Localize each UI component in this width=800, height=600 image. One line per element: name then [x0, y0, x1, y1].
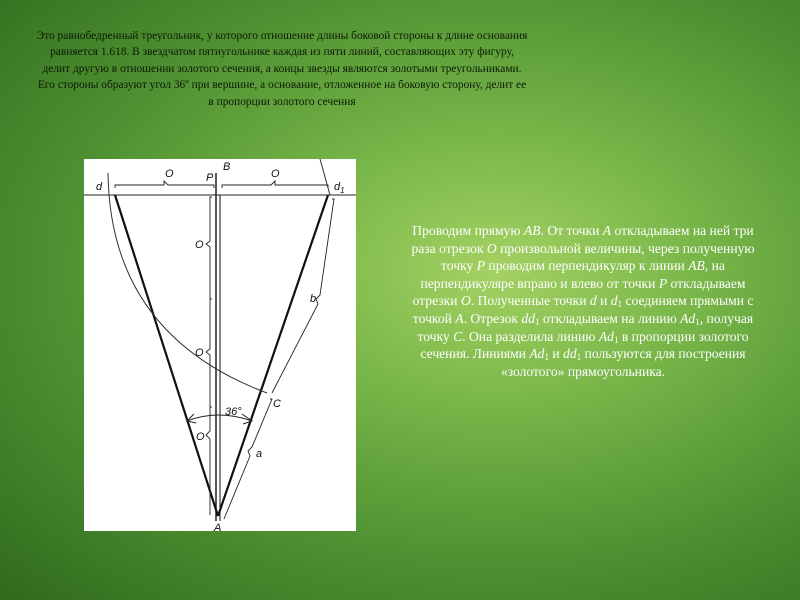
text-italic-symbol: С: [453, 328, 463, 344]
text-run: соединяем прямыми с точкой: [412, 293, 754, 326]
label-b-point: B: [223, 161, 231, 173]
text-italic-symbol: dd: [563, 346, 577, 362]
brace-top-right: [222, 181, 328, 188]
description-paragraph: Это равнобедренный треугольник, у которого отношение длины боковой стороны к длине основания равняется 1.618. В звездчатом пятиугольнике каждая из пяти линий, составляющих эту фигуру, делит другую в отношении золотого сечения, а концы звезды являются золотыми треугольниками. Его стороны образуют угол 36º при вершине, а основание, отложенное на боковую сторону, делит ее в пропорции золотого сечения: [36, 30, 528, 108]
text-run: откладываем отрезки: [412, 275, 746, 309]
label-p: P: [206, 172, 214, 184]
text-run: в пропорции золотого сечения. Линиями: [420, 328, 749, 362]
label-o-seg-2: O: [195, 347, 204, 359]
brace-top-left: [115, 181, 214, 188]
label-o-top-right: O: [271, 168, 280, 180]
label-o-top-left: O: [165, 168, 174, 180]
brace-b: [272, 199, 334, 393]
text-italic-symbol: Р: [476, 258, 486, 274]
text-run: Проводим прямую: [412, 223, 524, 238]
text-italic-symbol: О: [460, 293, 471, 309]
label-b-seg: b: [310, 293, 317, 305]
text-run: . От точки: [540, 223, 603, 238]
line-ad1: [218, 195, 328, 516]
label-o-seg-1: O: [195, 239, 204, 251]
text-subscript: 1: [544, 352, 549, 363]
text-run: откладываем на линию: [539, 310, 681, 326]
text-italic-symbol: Ad: [680, 310, 696, 326]
label-d1: $d_1$: [334, 181, 345, 195]
text-run: . Отрезок: [463, 310, 522, 326]
text-subscript: 1: [535, 316, 540, 327]
text-run: проводим перпендикуляр к линии: [485, 258, 689, 274]
text-italic-symbol: О: [486, 240, 497, 256]
label-c: C: [273, 398, 281, 410]
text-run: и: [548, 346, 564, 362]
text-italic-symbol: Ad: [598, 328, 614, 344]
text-italic-symbol: А: [455, 310, 464, 326]
label-d: d: [96, 181, 103, 193]
text-italic-symbol: Ad: [529, 346, 545, 362]
text-subscript: 1: [613, 334, 619, 345]
label-o-seg-3: O: [196, 431, 205, 443]
text-run: , на перпендикуляре вправо и влево от точки: [420, 258, 725, 291]
text-italic-symbol: А: [602, 223, 612, 238]
text-run: откладываем на ней три раза отрезок: [411, 223, 754, 256]
text-run: . Полученные точки: [470, 293, 590, 309]
brace-seg-3: [206, 407, 212, 515]
construction-paragraph: [402, 222, 764, 380]
text-italic-symbol: АВ: [688, 258, 705, 274]
text-run: произвольной величины, через полученную точку: [441, 240, 755, 274]
label-angle: 36°: [225, 406, 242, 418]
text-italic-symbol: АВ: [523, 223, 541, 238]
brace-seg-1: [206, 197, 212, 299]
text-italic-symbol: dd: [521, 310, 536, 326]
arc-top-right: [320, 159, 330, 195]
text-run: , получая точку: [417, 310, 754, 344]
text-subscript: 1: [617, 299, 623, 310]
arc-dd1-to-c: [108, 173, 267, 393]
text-subscript: 1: [695, 316, 700, 327]
text-run: . Она разделила линию: [462, 328, 599, 344]
golden-triangle-diagram: [84, 159, 356, 531]
text-italic-symbol: d: [589, 293, 597, 309]
text-italic-symbol: d: [610, 293, 618, 309]
text-run: пользуются для построения «золотого» прямоугольника.: [500, 346, 746, 379]
text-subscript: 1: [576, 352, 582, 363]
label-a-point: A: [214, 522, 222, 531]
brace-seg-2: [206, 299, 212, 407]
text-italic-symbol: Р: [658, 275, 668, 291]
text-run: и: [596, 293, 611, 309]
label-a-seg: a: [256, 448, 263, 460]
